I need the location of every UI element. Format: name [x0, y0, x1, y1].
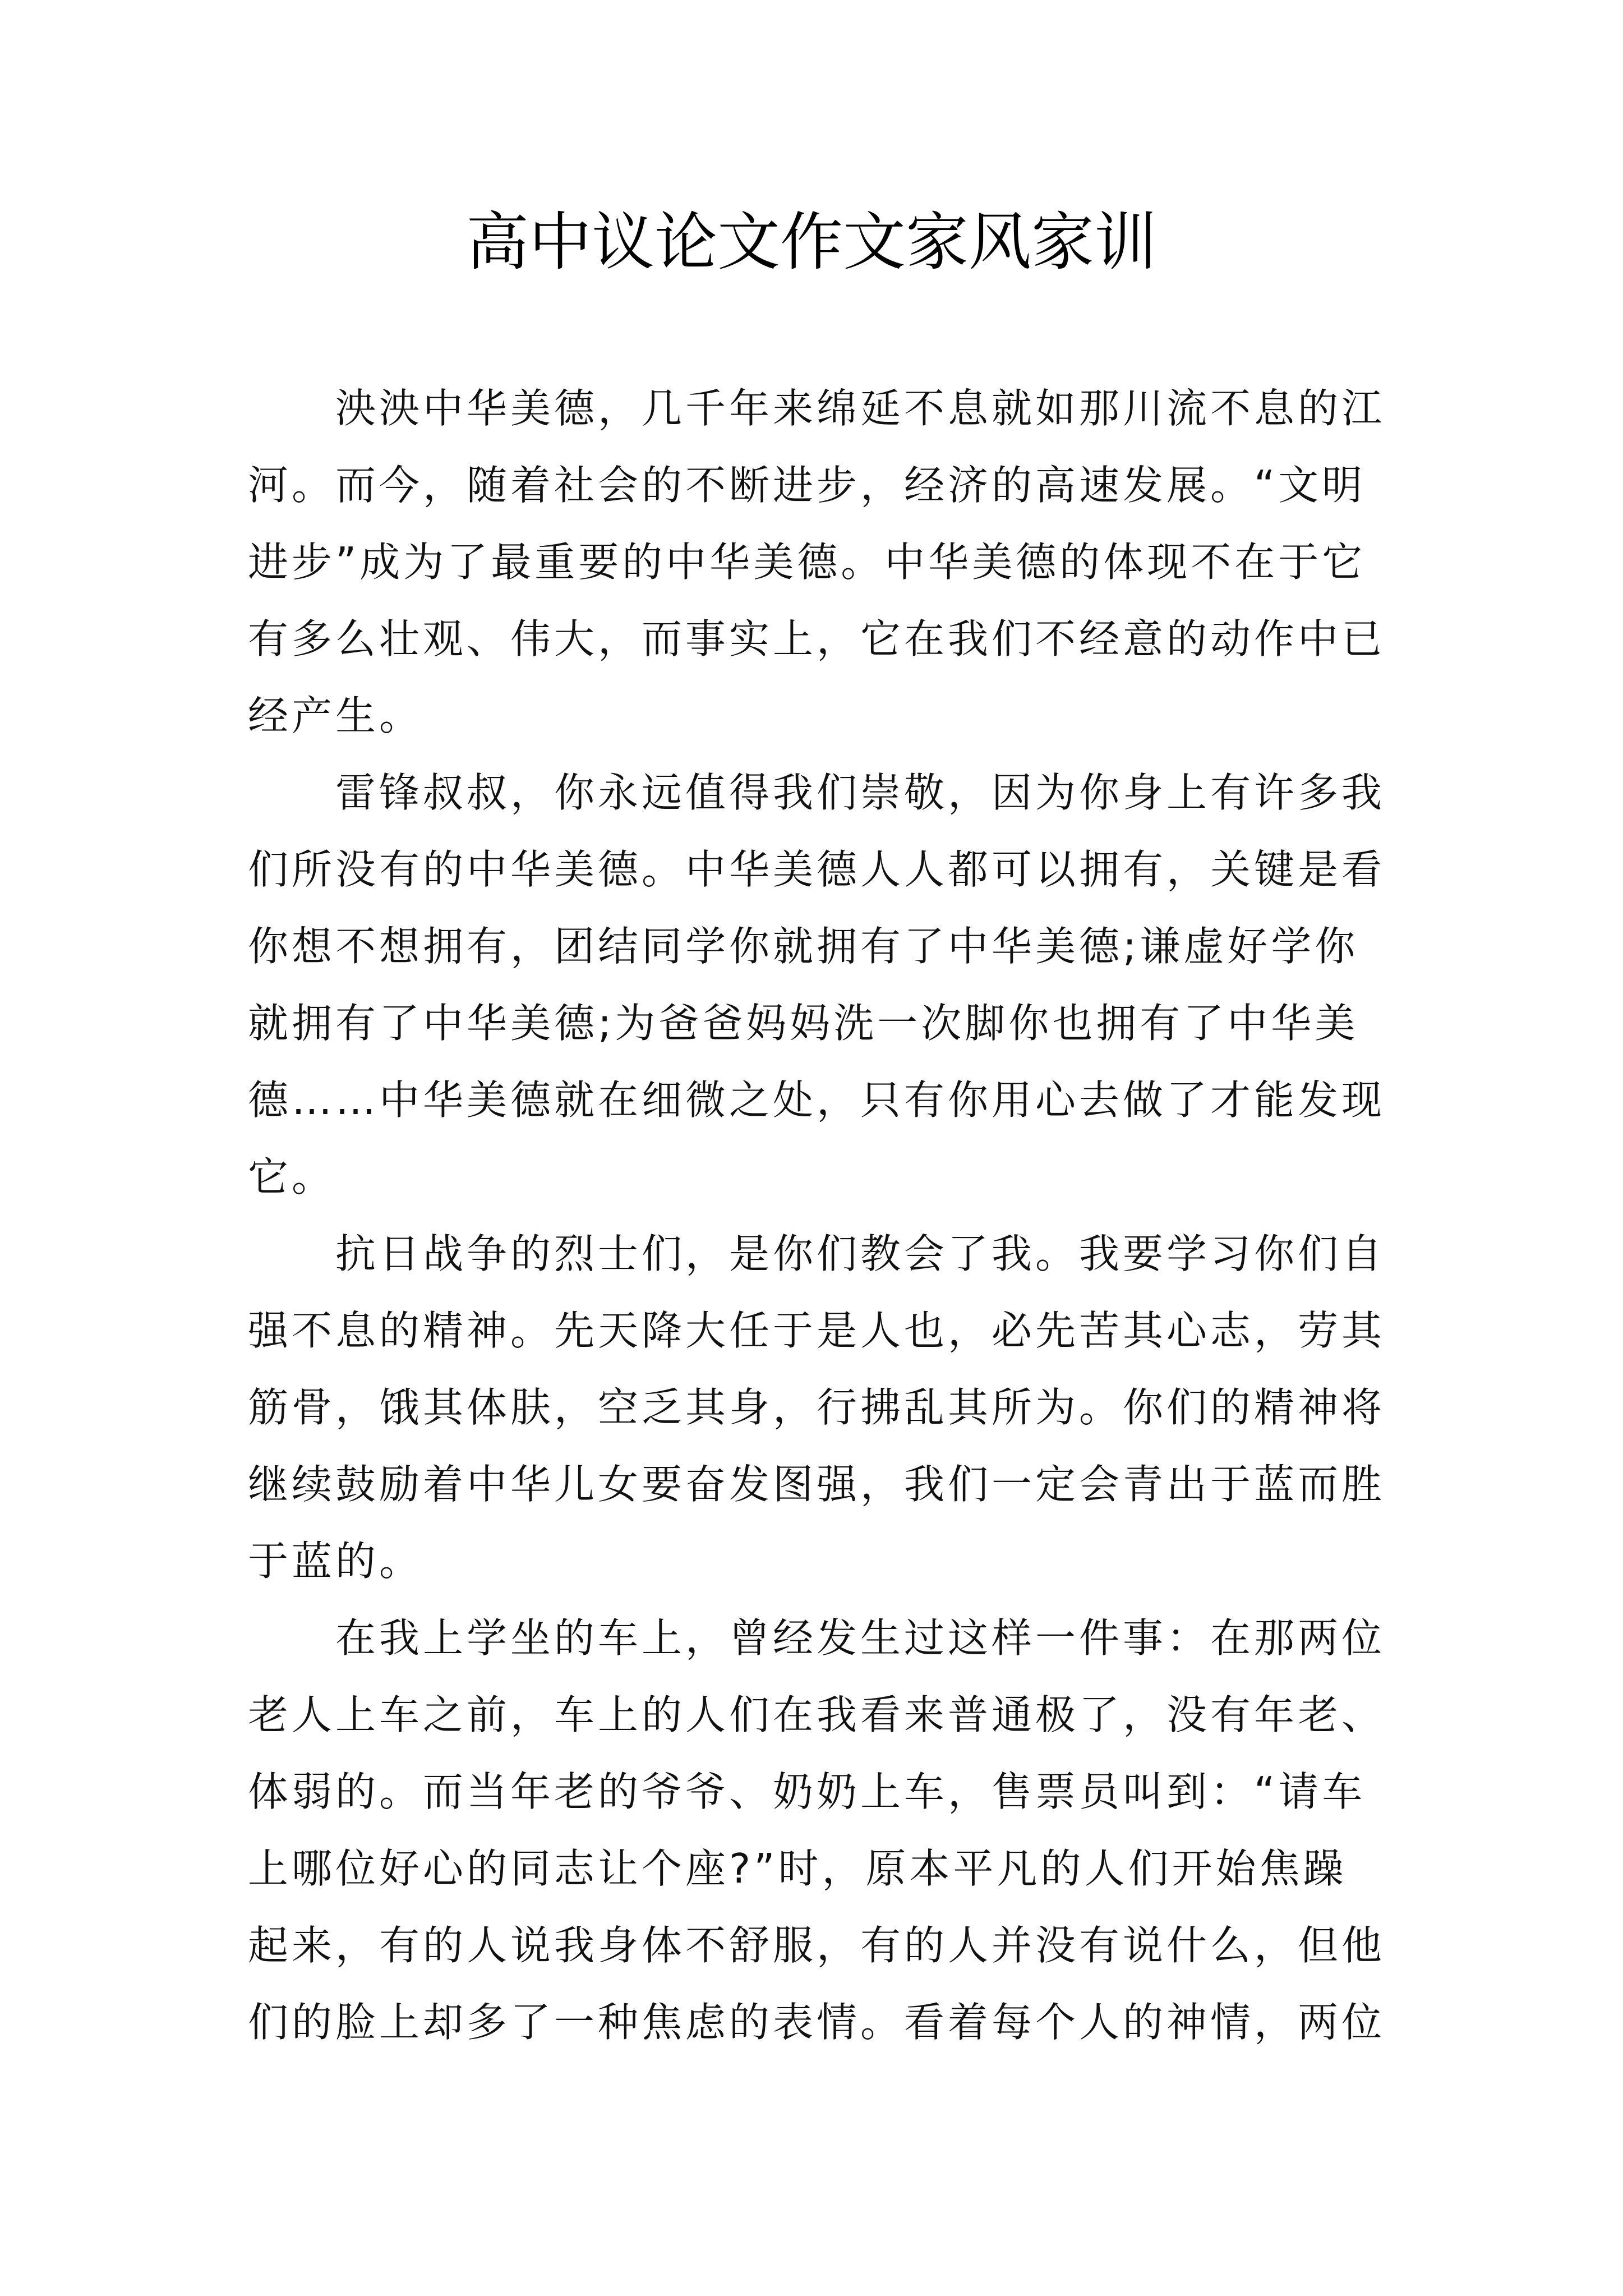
- paragraph-1: [248, 370, 1394, 754]
- text-line: 泱泱中华美德，几千年来绵延不息就如那川流不息的江: [335, 385, 1386, 432]
- text-line: 它。: [248, 1153, 336, 1200]
- text-line: 进步”成为了最重要的中华美德。中华美德的体现不在于它: [248, 539, 1366, 586]
- paragraph-2: [248, 754, 1394, 1216]
- text-line: 继续鼓励着中华儿女要奋发图强，我们一定会青出于蓝而胜: [248, 1461, 1386, 1508]
- text-line: 筋骨，饿其体肤，空乏其身，行拂乱其所为。你们的精神将: [248, 1384, 1386, 1431]
- text-line: 抗日战争的烈士们，是你们教会了我。我要学习你们自: [335, 1230, 1386, 1277]
- document-title: 高中议论文作文家风家训: [466, 206, 1157, 279]
- text-line: 上哪位好心的同志让个座?”时，原本平凡的人们开始焦躁: [248, 1845, 1347, 1892]
- paragraph-3: [248, 1216, 1394, 1600]
- text-line: 于蓝的。: [248, 1538, 423, 1585]
- text-line: 们所没有的中华美德。中华美德人人都可以拥有，关键是看: [248, 846, 1386, 893]
- text-line: 在我上学坐的车上，曾经发生过这样一件事：在那两位: [335, 1614, 1386, 1662]
- text-line: 就拥有了中华美德;为爸爸妈妈洗一次脚你也拥有了中华美: [248, 1000, 1359, 1047]
- text-line: 起来，有的人说我身体不舒服，有的人并没有说什么，但他: [248, 1922, 1386, 1969]
- document-body: [248, 370, 1394, 2061]
- text-line: 河。而今，随着社会的不断进步，经济的高速发展。“文明: [248, 462, 1366, 509]
- text-line: 有多么壮观、伟大，而事实上，它在我们不经意的动作中已: [248, 615, 1386, 662]
- text-line: 们的脸上却多了一种焦虑的表情。看着每个人的神情，两位: [248, 1999, 1386, 2046]
- text-line: 德……中华美德就在细微之处，只有你用心去做了才能发现: [248, 1076, 1386, 1124]
- paragraph-4: [248, 1600, 1394, 2061]
- text-line: 你想不想拥有，团结同学你就拥有了中华美德;谦虚好学你: [248, 923, 1359, 970]
- text-line: 经产生。: [248, 692, 423, 739]
- text-line: 老人上车之前，车上的人们在我看来普通极了，没有年老、: [248, 1691, 1386, 1738]
- text-line: 体弱的。而当年老的爷爷、奶奶上车，售票员叫到：“请车: [248, 1768, 1366, 1815]
- text-line: 强不息的精神。先天降大任于是人也，必先苦其心志，劳其: [248, 1307, 1386, 1354]
- text-line: 雷锋叔叔，你永远值得我们崇敬，因为你身上有许多我: [335, 769, 1386, 816]
